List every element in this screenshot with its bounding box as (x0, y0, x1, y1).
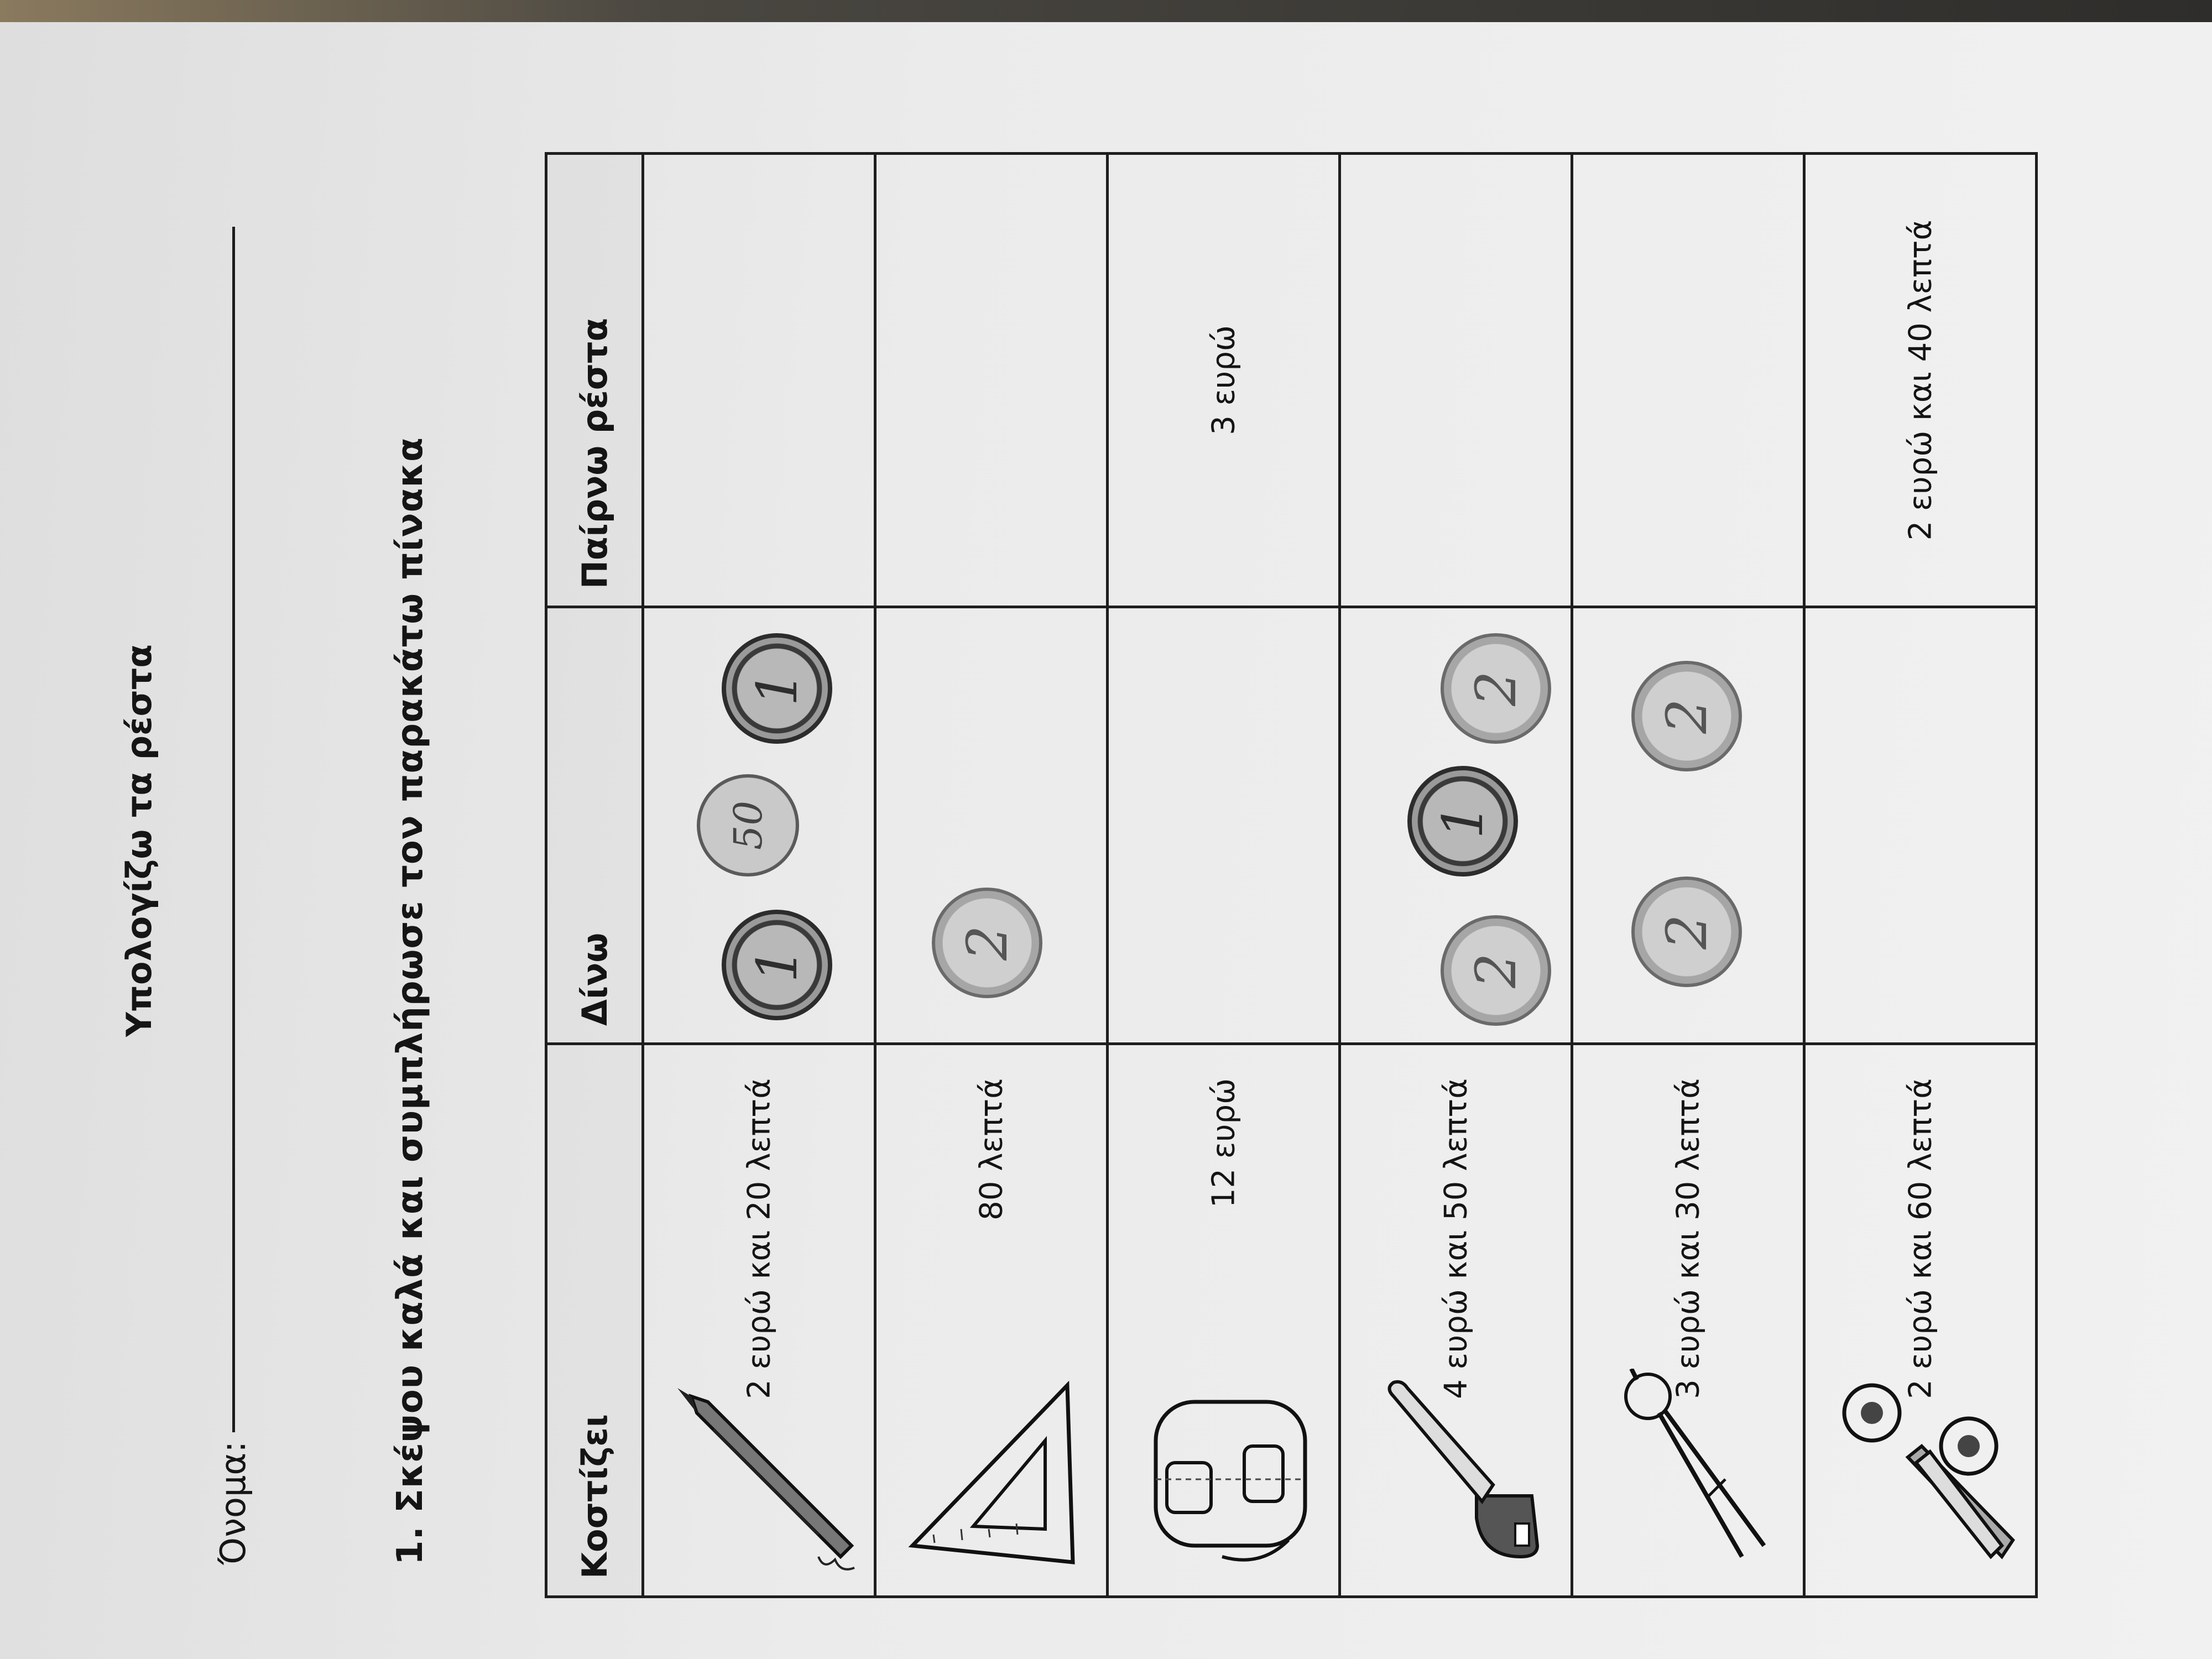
exercise-instruction: 1. Σκέψου καλά και συμπλήρωσε τον παρακάτω πίνακα (390, 437, 431, 1565)
worksheet-page (0, 22, 2212, 1659)
change-cell[interactable] (1804, 154, 2037, 607)
change-cell[interactable] (643, 154, 875, 607)
worksheet-title: Υπολογίζω τα ρέστα (119, 644, 159, 1037)
cost-text: 80 λεπτά (973, 1078, 1009, 1220)
set-square-icon (890, 1369, 1089, 1579)
table-row (643, 154, 875, 1597)
cost-text: 3 ευρώ και 30 λεπτά (1670, 1078, 1706, 1399)
name-label: Όνομα: (213, 1441, 253, 1565)
stapler-icon (1355, 1369, 1554, 1579)
table-row (1572, 154, 1804, 1597)
coin-2-euro: 2 (932, 888, 1042, 998)
coin-2-euro: 2 (1441, 633, 1551, 744)
give-cell (1572, 607, 1804, 1044)
coin-2-euro: 2 (1631, 661, 1742, 771)
coin-1-euro: 1 (1407, 766, 1518, 877)
coin-1-euro: 1 (722, 910, 832, 1020)
header-change: Παίρνω ρέστα (546, 154, 643, 607)
coin-2-euro: 2 (1441, 915, 1551, 1026)
cost-text: 12 ευρώ (1206, 1078, 1241, 1208)
coin-50-cent: 50 (697, 774, 799, 877)
cost-cell (875, 1044, 1108, 1597)
coin-1-euro: 1 (722, 633, 832, 744)
coin-2-euro: 2 (1631, 877, 1742, 987)
compass-icon (1587, 1369, 1786, 1579)
cost-text: 2 ευρώ και 20 λεπτά (741, 1078, 777, 1399)
worksheet-paper (0, 22, 2212, 1659)
cost-cell (1108, 1044, 1340, 1597)
give-cell (643, 607, 875, 1044)
desk-background (0, 0, 2212, 22)
name-write-line[interactable] (232, 227, 235, 1432)
cost-cell (1340, 1044, 1572, 1597)
table-row (1804, 154, 2037, 1597)
table-row (1108, 154, 1340, 1597)
give-cell (875, 607, 1108, 1044)
cost-cell (1572, 1044, 1804, 1597)
change-cell[interactable] (875, 154, 1108, 607)
change-text: 3 ευρώ (1206, 325, 1241, 435)
table-row (1340, 154, 1572, 1597)
cost-text: 2 ευρώ και 60 λεπτά (1902, 1078, 1938, 1399)
cost-cell (1804, 1044, 2037, 1597)
give-cell (1340, 607, 1572, 1044)
give-cell (1108, 607, 1340, 1044)
header-cost: Κοστίζει (546, 1044, 643, 1597)
change-cell[interactable] (1572, 154, 1804, 607)
change-cell[interactable] (1108, 154, 1340, 607)
table-header-row (546, 154, 643, 1597)
scissors-icon (1819, 1369, 2018, 1579)
cost-cell (643, 1044, 875, 1597)
give-cell (1804, 607, 2037, 1044)
cost-text: 4 ευρώ και 50 λεπτά (1438, 1078, 1474, 1399)
pen-icon (658, 1369, 857, 1579)
change-text: 2 ευρώ και 40 λεπτά (1902, 220, 1938, 541)
header-give: Δίνω (546, 607, 643, 1044)
change-table (545, 152, 2038, 1598)
change-cell[interactable] (1340, 154, 1572, 607)
backpack-icon (1123, 1369, 1322, 1579)
table-row (875, 154, 1108, 1597)
